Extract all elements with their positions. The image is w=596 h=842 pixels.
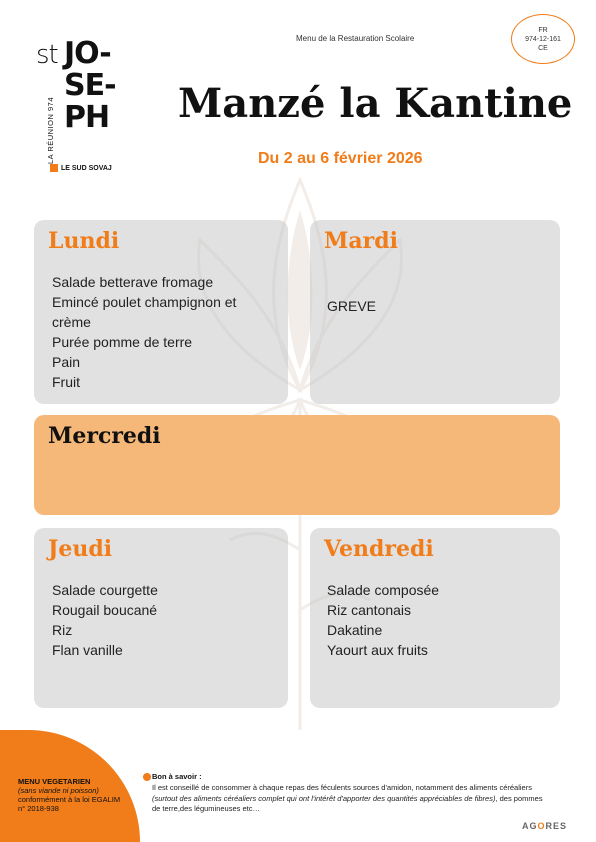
approval-badge <box>511 14 575 64</box>
logo-name-line: SE- <box>64 68 116 103</box>
menu-item: Salade composée <box>327 582 440 598</box>
info-bullet-icon <box>143 773 151 781</box>
logo-tagline <box>50 164 112 172</box>
day-title: Mardi <box>324 228 398 254</box>
document-subtitle: Menu de la Restauration Scolaire <box>296 34 415 43</box>
menu-item: Pain <box>52 354 81 370</box>
day-title: Jeudi <box>48 536 113 562</box>
veg-law: conformément à la loi EGALIM n° 2018-938 <box>18 795 121 813</box>
logo-name-line: PH <box>64 100 110 135</box>
menu-item: Riz cantonais <box>327 602 412 618</box>
menu-item: Yaourt aux fruits <box>327 642 428 658</box>
menu-list <box>52 272 272 392</box>
menu-item: Salade courgette <box>52 582 158 598</box>
day-card-mercredi <box>34 415 560 515</box>
veg-title: MENU VEGETARIEN <box>18 777 91 786</box>
day-title: Lundi <box>48 228 120 254</box>
tip-body <box>152 783 548 815</box>
tip-text-end: , des pommes de terre,des légumineuses etc… <box>152 793 543 813</box>
day-title: Mercredi <box>48 423 161 449</box>
day-card-lundi <box>34 220 288 404</box>
menu-list <box>52 580 272 660</box>
brand-text: AG <box>522 821 538 831</box>
vegetarian-menu-note <box>18 777 128 813</box>
brand-text: RES <box>545 821 568 831</box>
tip-text: Il est conseillé de consommer à chaque repas des féculents sources d'amidon, notamment des aliments céréaliers <box>152 783 532 792</box>
menu-item: Dakatine <box>327 622 383 638</box>
page-title: Manzé la Kantine <box>178 80 573 127</box>
menu-item: Flan vanille <box>52 642 123 658</box>
agores-logo <box>522 821 567 831</box>
day-card-mardi <box>310 220 560 404</box>
date-range: Du 2 au 6 février 2026 <box>258 150 423 167</box>
badge-line: FR <box>538 26 548 34</box>
orange-square-icon <box>50 164 58 172</box>
brand-text-accent: O <box>537 821 546 831</box>
day-card-jeudi <box>34 528 288 708</box>
menu-item: Fruit <box>52 374 80 390</box>
logo-name-line: JO- <box>64 36 111 71</box>
logo-tagline-text: LE SUD SOVAJ <box>61 164 112 172</box>
badge-line: 974-12-161 <box>525 35 561 43</box>
menu-item: Rougail boucané <box>52 602 158 618</box>
menu-item: GREVE <box>327 298 377 314</box>
menu-item: Purée pomme de terre <box>52 334 193 350</box>
day-card-vendredi <box>310 528 560 708</box>
saint-joseph-logo <box>36 38 156 178</box>
logo-name <box>64 38 116 134</box>
menu-list <box>327 296 547 316</box>
logo-vertical-text: LA RÉUNION 974 <box>46 96 55 164</box>
menu-list <box>327 580 547 660</box>
badge-line: CE <box>538 44 548 52</box>
tip-title: Bon à savoir : <box>152 772 202 781</box>
logo-st: st <box>36 40 58 70</box>
tip-italic-text: (surtout des aliments céréaliers complet qui ont l'intérêt d'apporter des quantités appréciables de fibres) <box>152 793 496 803</box>
day-title: Vendredi <box>324 536 434 562</box>
menu-item: Salade betterave fromage <box>52 274 214 290</box>
menu-item: Emincé poulet champignon et crème <box>52 294 237 330</box>
veg-subtitle: (sans viande ni poisson) <box>18 786 99 795</box>
menu-item: Riz <box>52 622 73 638</box>
